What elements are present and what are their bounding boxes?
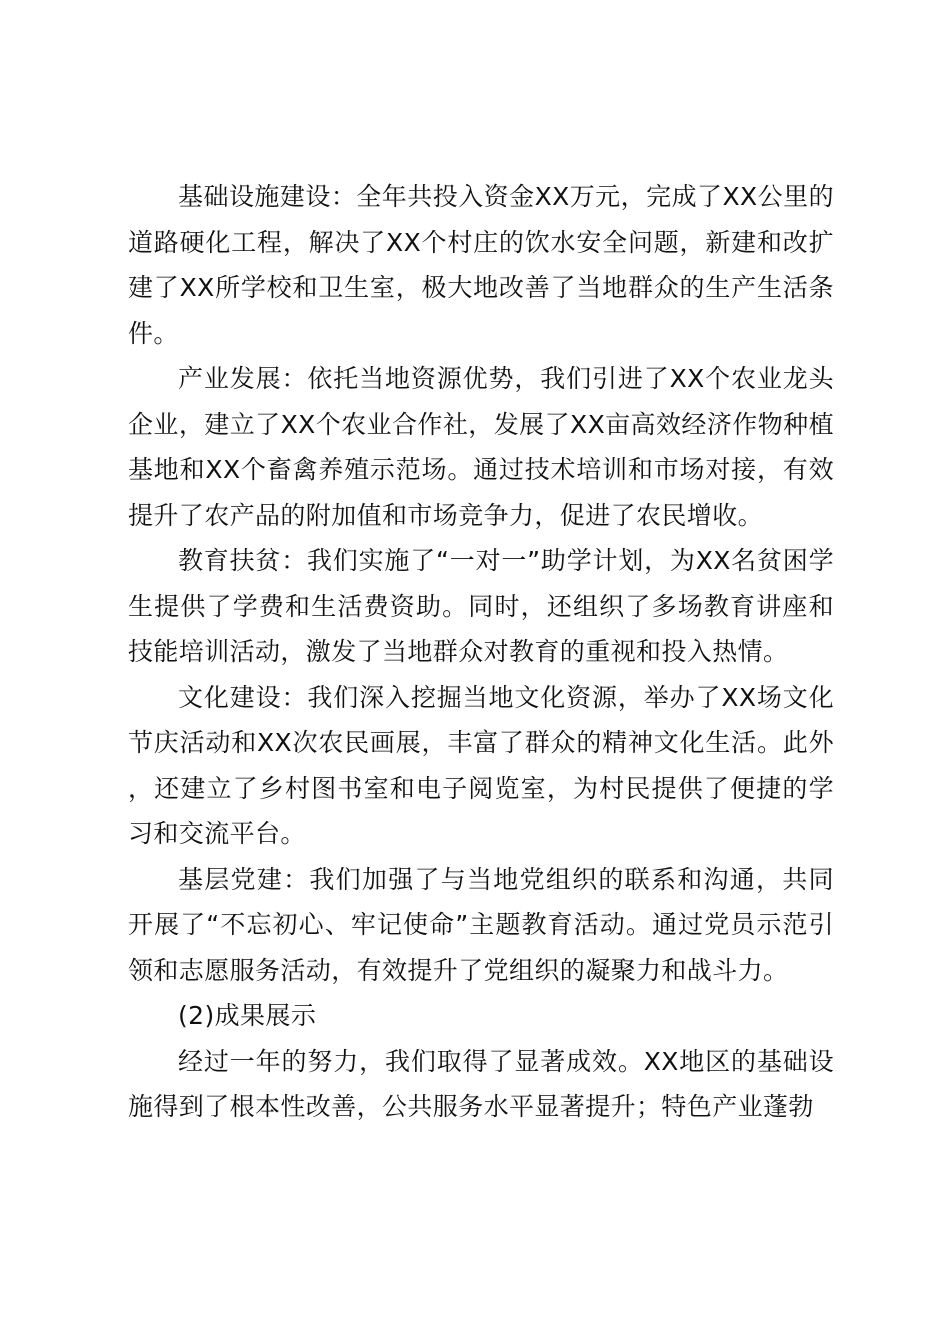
document-body (128, 174, 834, 1130)
paragraph-culture: 文化建设：我们深入挖掘当地文化资源，举办了XX场文化节庆活动和XX次农民画展，丰富了群众的精神文化生活。此外，还建立了乡村图书室和电子阅览室，为村民提供了便捷的学习和交流平台。 (128, 682, 834, 848)
section-heading-results: (2)成果展示 (178, 1001, 317, 1030)
paragraph-infrastructure: 基础设施建设：全年共投入资金XX万元，完成了XX公里的道路硬化工程，解决了XX个村庄的饮水安全问题，新建和改扩建了XX所学校和卫生室，极大地改善了当地群众的生产生活条件。 (128, 182, 834, 348)
paragraph-industry: 产业发展：依托当地资源优势，我们引进了XX个农业龙头企业，建立了XX个农业合作社，发展了XX亩高效经济作物种植基地和XX个畜禽养殖示范场。通过技术培训和市场对接，有效提升了农产品的附加值和市场竞争力，促进了农民增收。 (128, 364, 834, 530)
paragraph-results: 经过一年的努力，我们取得了显著成效。XX地区的基础设施得到了根本性改善，公共服务水平显著提升；特色产业蓬勃 (128, 1046, 834, 1121)
paragraph-party-building: 基层党建：我们加强了与当地党组织的联系和沟通，共同开展了“不忘初心、牢记使命”主题教育活动。通过党员示范引领和志愿服务活动，有效提升了党组织的凝聚力和战斗力。 (128, 864, 834, 985)
paragraph-education: 教育扶贫：我们实施了“一对一”助学计划，为XX名贫困学生提供了学费和生活费资助。同时，还组织了多场教育讲座和技能培训活动，激发了当地群众对教育的重视和投入热情。 (128, 546, 834, 666)
